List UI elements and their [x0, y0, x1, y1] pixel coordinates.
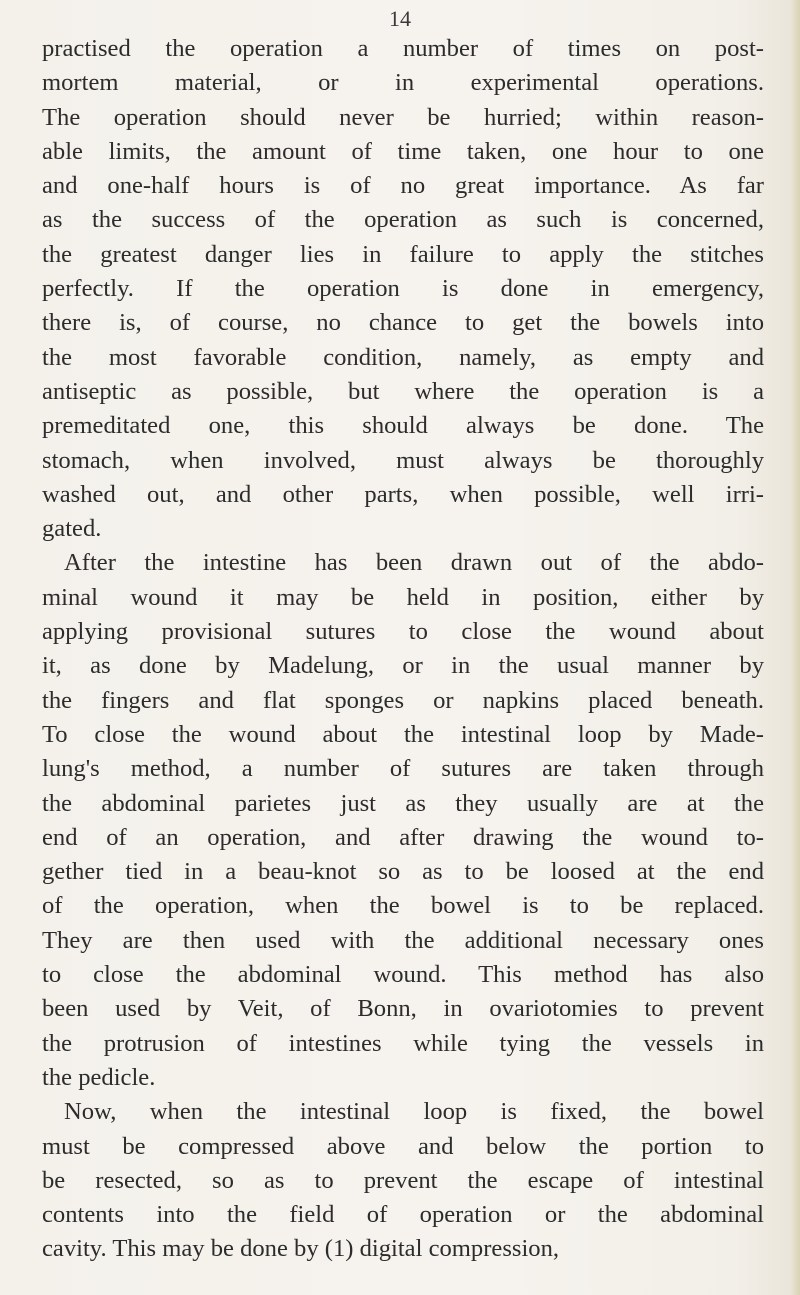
- text-line: as the success of the operation as such is concerned,: [42, 206, 764, 234]
- text-line: applying provisional sutures to close the wound about: [42, 618, 764, 646]
- page-number: 14: [389, 6, 411, 31]
- text-line: minal wound it may be held in position, either by: [42, 583, 764, 611]
- text-line: the greatest danger lies in failure to apply the stitches: [42, 240, 764, 268]
- page-edge: [790, 0, 800, 1295]
- text-line: They are then used with the additional necessary ones: [42, 926, 764, 954]
- body-text: [42, 32, 764, 1267]
- paragraph-3: [42, 1095, 764, 1266]
- text-line: gether tied in a beau-knot so as to be loosed at the end: [42, 858, 764, 886]
- text-line: To close the wound about the intestinal loop by Made-: [42, 720, 764, 748]
- text-line: washed out, and other parts, when possible, well irri-: [42, 480, 764, 508]
- text-line: Now, when the intestinal loop is fixed, the bowel: [64, 1098, 764, 1126]
- text-line: able limits, the amount of time taken, one hour to one: [42, 137, 764, 165]
- paragraph-2: [42, 546, 764, 1095]
- text-line: and one-half hours is of no great importance. As far: [42, 172, 764, 200]
- text-line: there is, of course, no chance to get the bowels into: [42, 309, 764, 337]
- text-line: antiseptic as possible, but where the operation is a: [42, 377, 764, 405]
- text-line: After the intestine has been drawn out of the abdo-: [64, 549, 764, 577]
- paragraph-1: [42, 32, 764, 546]
- text-line: the most favorable condition, namely, as empty and: [42, 343, 764, 371]
- text-line: mortem material, or in experimental operations.: [42, 69, 764, 97]
- text-line: must be compressed above and below the portion to: [42, 1132, 764, 1160]
- text-line: the abdominal parietes just as they usually are at the: [42, 789, 764, 817]
- text-line: the protrusion of intestines while tying the vessels in: [42, 1029, 764, 1057]
- text-line: contents into the field of operation or the abdominal: [42, 1201, 764, 1229]
- text-line: cavity. This may be done by (1) digital compression,: [42, 1235, 560, 1263]
- text-line: stomach, when involved, must always be thoroughly: [42, 446, 764, 474]
- text-line: the fingers and flat sponges or napkins placed beneath.: [42, 686, 764, 714]
- text-line: lung's method, a number of sutures are taken through: [42, 755, 764, 783]
- text-line: it, as done by Madelung, or in the usual manner by: [42, 652, 764, 680]
- text-line: end of an operation, and after drawing the wound to-: [42, 823, 764, 851]
- text-line: of the operation, when the bowel is to be replaced.: [42, 892, 764, 920]
- text-line: gated.: [42, 515, 102, 543]
- text-line: been used by Veit, of Bonn, in ovariotomies to prevent: [42, 995, 764, 1023]
- text-line: premeditated one, this should always be done. The: [42, 412, 764, 440]
- text-line: perfectly. If the operation is done in emergency,: [42, 275, 764, 303]
- text-line: the pedicle.: [42, 1063, 156, 1091]
- text-line: The operation should never be hurried; within reason-: [42, 103, 764, 131]
- text-line: practised the operation a number of times on post-: [42, 35, 764, 62]
- text-line: to close the abdominal wound. This method has also: [42, 961, 764, 989]
- text-line: be resected, so as to prevent the escape of intestinal: [42, 1166, 764, 1194]
